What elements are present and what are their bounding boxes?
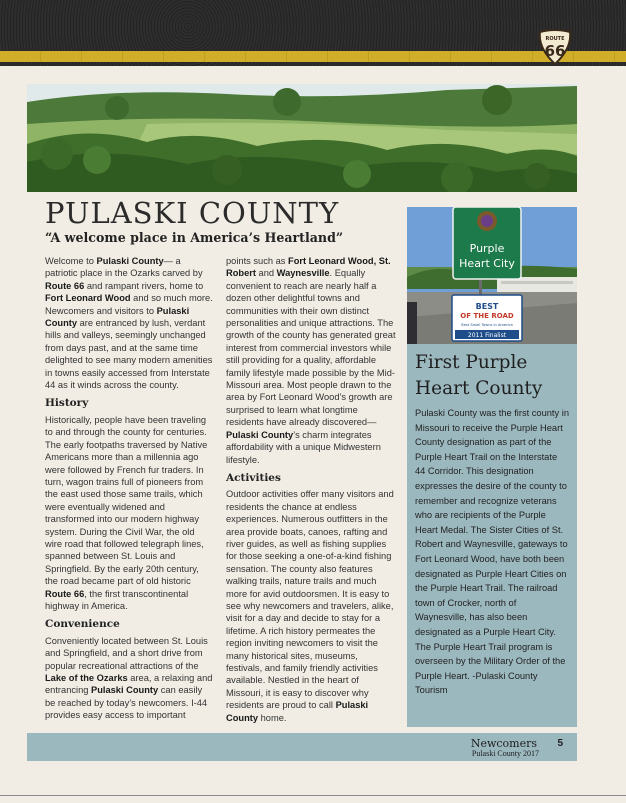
bold-phrase: Pulaski County [45,305,190,329]
text-run: — a patriotic place in the Ozarks carved by [45,256,203,279]
bold-phrase: Pulaski County [226,700,369,723]
text-run: , the first transcontinental highway in America. [45,588,189,611]
road-stripe [0,51,626,62]
sign-line2: Heart City [459,257,515,270]
history-heading: History [45,397,89,410]
text-run: area, a relaxing and entrancing [45,673,213,696]
badge-finalist: 2011 Finalist [467,332,507,339]
activities-heading: Activities [226,471,281,484]
text-run: . Equally convenient to reach are nearly half a dozen other delightful towns and communities with their own distinct personalities and unique attractions. The growth of the county has generated great interest from commercial investors while still providing for a quality, affordable family lifestyle made possible by the Mid-Missouri area. Most people drawn to the area by Fort Leonard Wood’s growth are surprised to learn what longtime residents have already discovered— [226,268,396,428]
page-number: 5 [557,738,563,749]
sign-line1: Purple [469,242,505,255]
bold-phrase: Fort Leonard Wood, St. Robert [226,256,391,279]
page-title: PULASKI COUNTY [45,196,340,230]
bold-phrase: Pulaski County [96,256,164,266]
page-footer [27,733,577,761]
shield-line1: ROUTE [545,36,565,42]
footer-publication: Pulaski County 2017 [471,749,539,758]
sidebar-body: Pulaski County was the first county in Missouri to receive the Purple Heart County designation as part of the Purple Heart Trail on the Interstate 44 Corridor. This designation expresses the desire of the county to remember and recognize veterans who are recipients of the Purple Heart Medal. The Sister Cities of St. Robert and Waynesville, gateways to Fort Leonard Wood, have both been designated as Purple Heart Cities on the Purple Heart Trail. The railroad town of Crocker, north of Waynesville, has also been designated as a Purple Heart City. The Purple Heart Trail program is overseen by the Military Order of the Purple Heart. -Pulaski County Tourism [415,408,569,696]
text-run: Welcome to [45,256,97,266]
text-run: and [255,268,277,279]
article-column-2 [226,255,396,724]
badge-line2: OF THE ROAD [460,312,514,320]
shield-line2: 66 [544,42,566,60]
page-subtitle: “A welcome place in America’s Heartland” [45,230,344,245]
sidebar-box [407,344,577,727]
intro-paragraph [45,255,213,391]
bottom-rule [0,795,626,796]
badge-line1: BEST [475,302,499,311]
text-run: and rampant rivers, home to [84,280,204,291]
text-run: home. [258,712,287,723]
bold-phrase: Waynesville [276,268,330,279]
text-run: Conveniently located between St. Louis and Springfield, and a short drive from popular recreational attractions of the [45,635,208,671]
text-run: Historically, people have been traveling to and through the county for centuries. The early footpaths traversed by Native Americans more than a millennia ago were followed by French fur traders. In turn, wagon trains full of pioneers from the east used those same trails, which were eventually widened and transformed into our modern highway system. During the Civil War, the old wire road that followed telegraph lines, spanned between St. Louis and Springfield. By the early 20th century, the road became part of old historic [45,414,208,587]
bold-phrase: Fort Leonard Wood [45,293,131,304]
bold-phrase: Route 66 [45,280,85,291]
convenience-paragraph [45,635,213,722]
bold-phrase: Lake of the Ozarks [45,673,128,683]
route-66-shield-icon [536,28,574,66]
purple-heart-sign-photo [407,207,577,344]
text-run: Outdoor activities offer many visitors and residents the chance at endless experiences. Numerous outfitters in the area provide boats, canoes, rafting and river guides, as well as fishing supplies for those seeking a one-of-a-kind fishing sensation. The county also features walking trails, nature trails and much more for avid outdoorsmen. It is easy to see why newcomers and travelers, alike, visit for a day and decide to stay for a lifetime. A rich history permeates the region inviting newcomers to visit the many historical sites, museums, festivals, and family friendly activities available. Nestled in the heart of Missouri, it is easy to discover why residents are proud to call [226,489,394,711]
bold-phrase: Route 66 [45,588,85,599]
bold-phrase: Pulaski County [91,685,159,696]
footer-magazine: Newcomers [470,737,537,750]
landscape-photo [27,84,577,192]
activities-paragraph [226,488,396,724]
article-column-1 [45,255,213,722]
bold-phrase: Pulaski County [226,429,294,440]
sidebar-heading: First Purple Heart County [415,352,543,399]
text-run: are entranced by lush, verdant hills and valleys, seemingly unchanged from days past, and at the same time delighted to see many modern amenities in towns easily accessed from Interstate 44 as it winds across the county. [45,318,213,391]
convenience-heading: Convenience [45,618,120,631]
continuation-paragraph [226,255,396,466]
text-run: ’s charm integrates affordability with a unique Midwestern lifestyle. [226,429,381,465]
text-run: and so much more. Newcomers and visitors to [45,293,213,316]
text-run: points such as [226,256,289,266]
badge-line3: Best Small Towns in America [461,323,513,327]
history-paragraph [45,414,213,613]
text-run: can easily be reached by today’s newcomers. I-44 provides easy access to important [45,685,208,721]
